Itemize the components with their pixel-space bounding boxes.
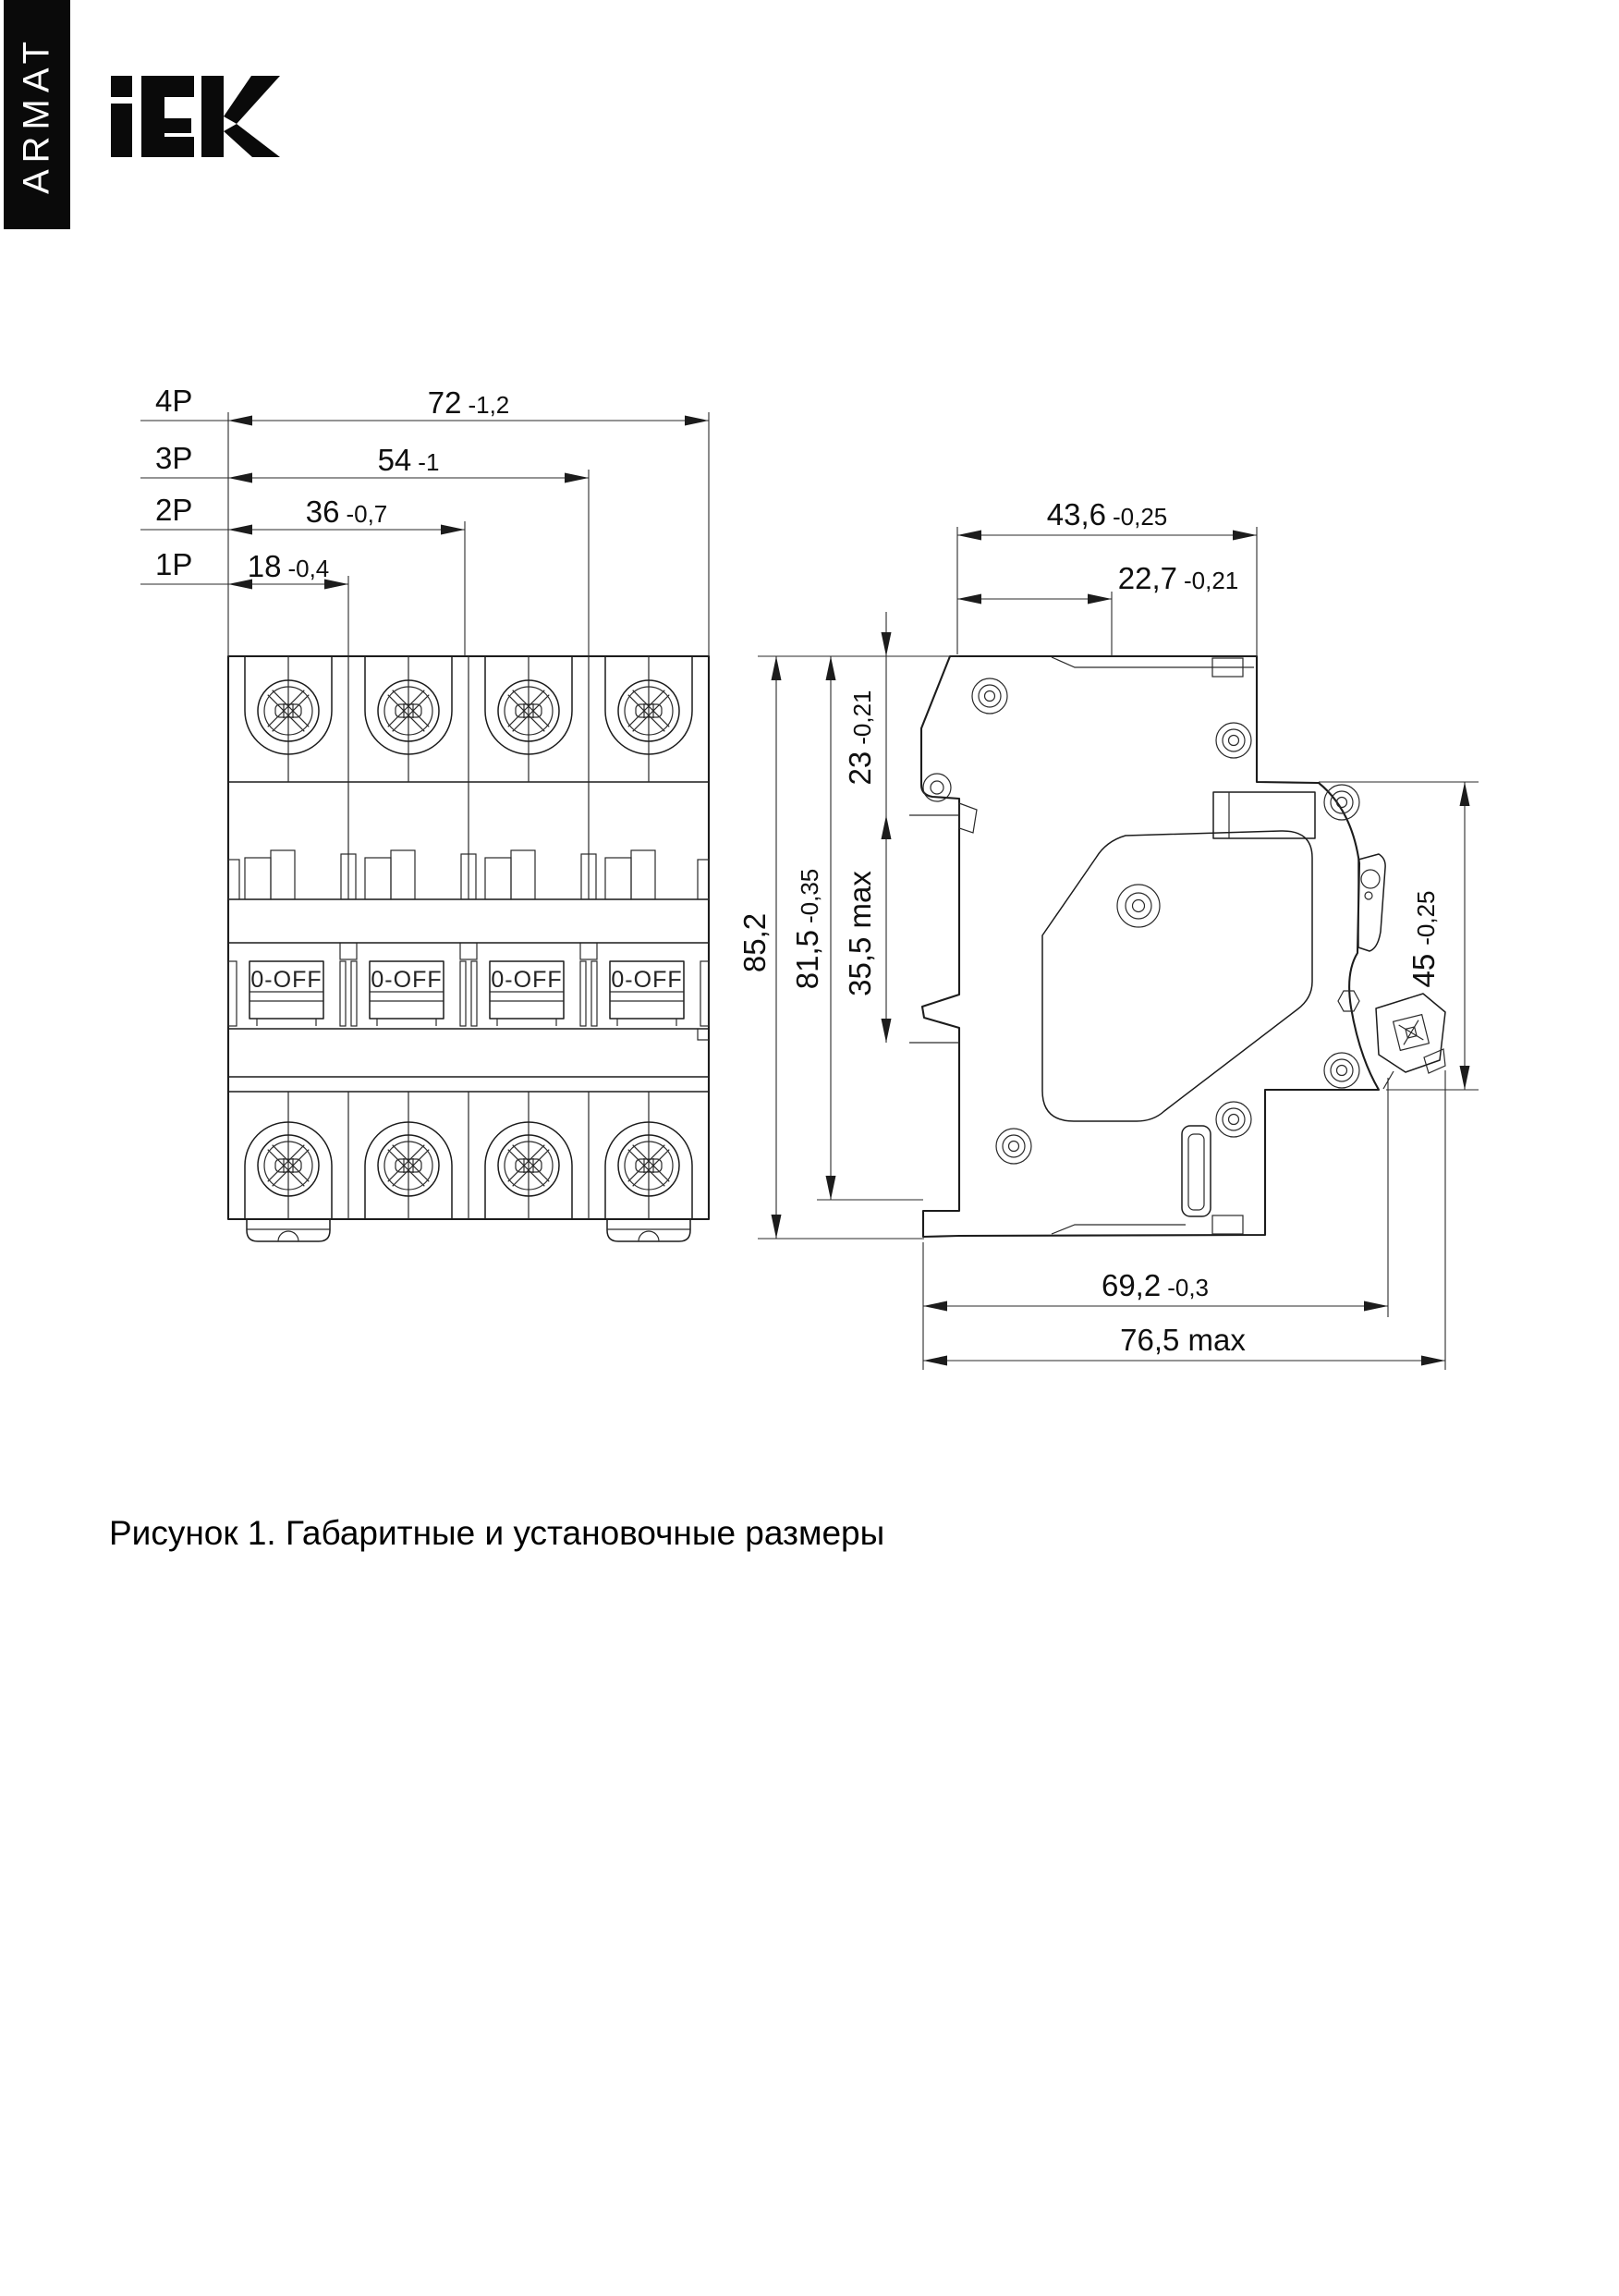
mechanism-outline xyxy=(1042,831,1312,1121)
dim-height-body: 81,5-0,35 xyxy=(790,868,824,990)
rivet-icon xyxy=(1216,723,1251,758)
dim-din-offset: 23-0,21 xyxy=(843,690,877,786)
dim-depth: 69,2 -0,3 xyxy=(1101,1268,1210,1302)
pole-dividers xyxy=(348,656,589,1219)
rivet-icon xyxy=(972,678,1007,714)
dim-width-4p: 72 -1,2 xyxy=(427,385,510,420)
din-claw xyxy=(909,774,977,1043)
terminal-clamp xyxy=(1376,994,1445,1089)
pole-count-label: 2P xyxy=(155,493,193,527)
series-label: ARMAT xyxy=(16,34,57,195)
rivet-icon xyxy=(996,1129,1031,1164)
iek-logo-icon xyxy=(111,76,280,157)
toggle-handle xyxy=(370,961,444,1026)
dim-din-window: 35,5 max xyxy=(843,871,877,996)
handle-state-label: 0-OFF xyxy=(371,967,443,993)
dim-width-2p: 36 -0,7 xyxy=(305,495,388,529)
pole-count-label: 1P xyxy=(155,547,193,581)
toggle-handle xyxy=(610,961,684,1026)
side-view-dimensions xyxy=(737,497,1479,1370)
dim-depth-top-full: 43,6 -0,25 xyxy=(1046,497,1168,531)
side-view xyxy=(909,656,1445,1237)
toggle-handles xyxy=(228,961,709,1026)
rivet-icon xyxy=(1324,1053,1359,1088)
dim-depth-top-partial: 22,7 -0,21 xyxy=(1117,561,1239,595)
mounting-feet xyxy=(247,1219,690,1241)
rivet-icon xyxy=(1216,1102,1251,1137)
front-view-dimensions xyxy=(140,384,709,656)
toggle-lever xyxy=(1358,854,1385,951)
dim-depth-max: 76,5 max xyxy=(1120,1323,1246,1357)
handle-state-label: 0-OFF xyxy=(611,967,683,993)
figure-caption: Рисунок 1. Габаритные и установочные размеры xyxy=(109,1514,885,1552)
pole-count-label: 3P xyxy=(155,441,193,475)
dim-width-3p: 54 -1 xyxy=(377,443,440,477)
handle-state-label: 0-OFF xyxy=(250,967,323,993)
dim-front-height: 45-0,25 xyxy=(1406,890,1441,988)
rivet-icon xyxy=(1117,885,1160,927)
rivet-icon xyxy=(1324,785,1359,820)
toggle-handle xyxy=(490,961,564,1026)
handle-state-label: 0-OFF xyxy=(491,967,563,993)
dim-width-1p: 18 -0,4 xyxy=(247,549,330,583)
toggle-handle xyxy=(250,961,323,1026)
dim-height-overall: 85,2 xyxy=(737,912,772,973)
front-view xyxy=(228,656,709,1241)
pole-count-label: 4P xyxy=(155,384,193,418)
